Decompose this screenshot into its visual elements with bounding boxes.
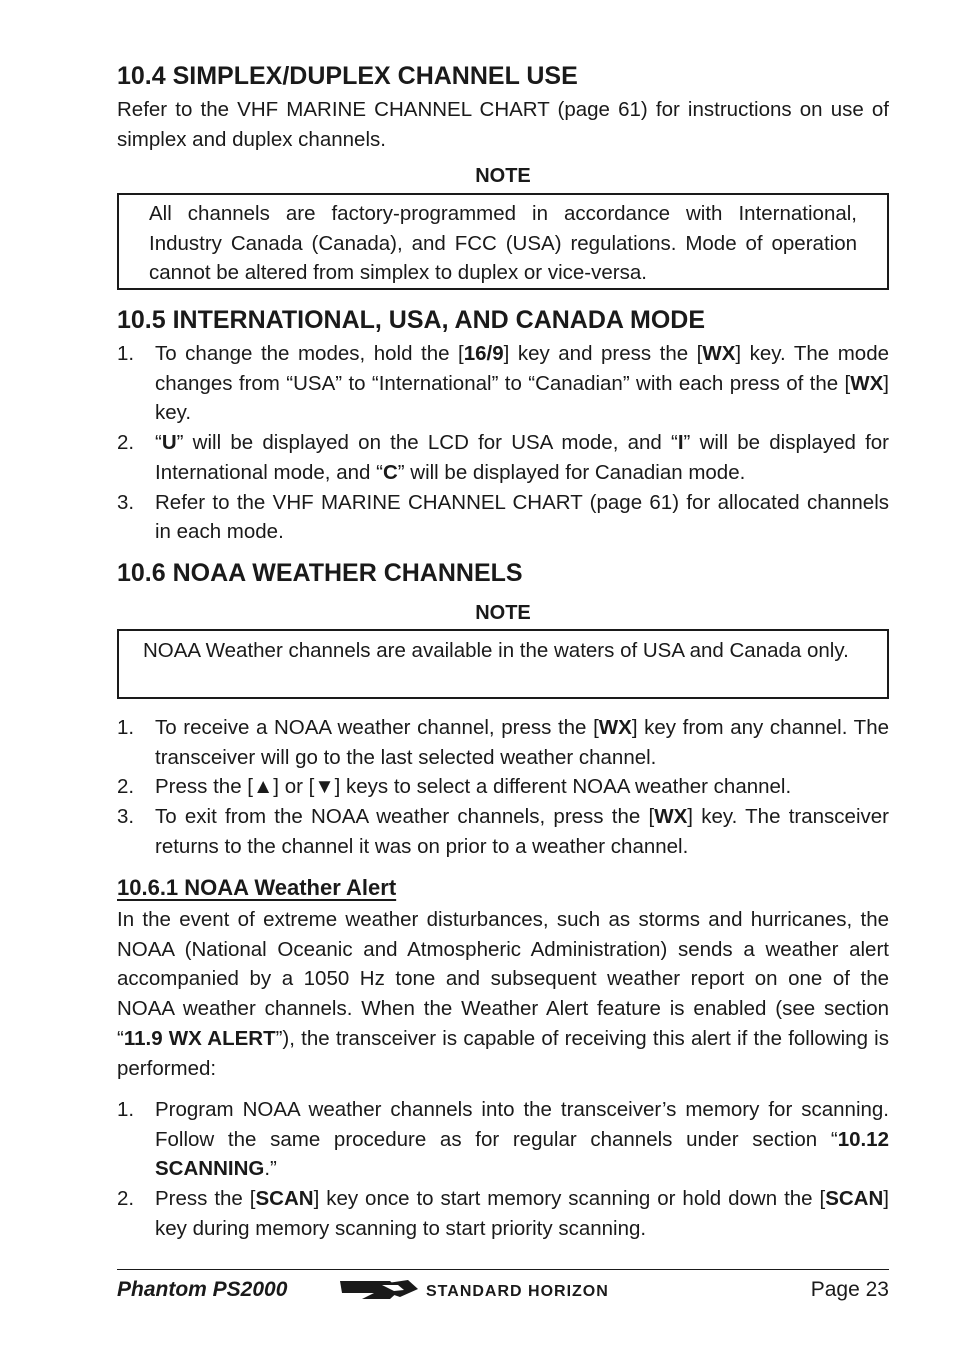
lcd-i: I [677,431,684,455]
section-ref-scanning: 10.12 SCANNING [155,1127,889,1181]
list-item: 1. Program NOAA weather channels into the transceiver’s memory for scanning. Follow the same procedure as for regular channels under section “10.12 SCANNING.” [117,1095,889,1184]
step-number: 1. [117,342,135,365]
step-number: 2. [117,431,135,455]
section-ref-wx-alert: 11.9 WX ALERT [123,1026,276,1050]
key-scan: SCAN [255,1187,314,1211]
section-heading-10-4: 10.4 SIMPLEX/DUPLEX CHANNEL USE [117,62,578,90]
footer-model: Phantom PS2000 [117,1278,288,1301]
key-wx: WX [654,805,688,829]
key-wx: WX [850,371,884,395]
up-arrow-icon: ▲ [253,775,274,799]
lcd-u: U [161,431,177,455]
note-text-10-4: All channels are factory-programmed in accordance with International, Industry Canada (Canada), and FCC (USA) regulations. Mode of operation cannot be altered from simplex to duplex or vice-versa. [149,202,857,284]
key-scan: SCAN [825,1187,884,1211]
step-number: 1. [117,716,135,739]
note-label-10-4: NOTE [475,165,531,187]
list-item: 2. Press the [SCAN] key once to start memory scanning or hold down the [SCAN] key during memory scanning to start priority scanning. [117,1184,889,1243]
step-number: 3. [117,490,135,514]
list-item: 1. To receive a NOAA weather channel, press the [WX] key from any channel. The transceiver will go to the last selected weather channel. [117,713,889,772]
weather-alert-body: In the event of extreme weather disturbances, such as storms and hurricanes, the NOAA (National Oceanic and Atmospheric Administration) sends a weather alert accompanied by a 1050 Hz tone and subsequent weather report on one of the NOAA weather channels. When the Weather Alert feature is enabled (see section “11.9 WX ALERT”), the transceiver is capable of receiving this alert if the following is performed: [117,908,889,1080]
brand-logo [338,1277,668,1303]
brand-swoosh-icon [338,1277,668,1303]
mode-steps-list [117,339,889,547]
list-item: 1. To change the modes, hold the [16/9] key and press the [WX] key. The mode changes from “USA” to “International” to “Canadian” with each press of the [WX] key. [117,339,889,428]
alert-steps-list [117,1095,889,1244]
brand-name: STANDARD HORIZON [426,1283,609,1300]
note-box-10-6 [117,629,889,699]
step-number: 2. [117,1187,135,1211]
note-label-10-6: NOTE [475,602,531,624]
key-16-9: 16/9 [463,342,504,365]
key-wx: WX [598,716,632,739]
note-text-10-6: NOAA Weather channels are available in the waters of USA and Canada only. [143,639,849,662]
section-10-4-body: Refer to the VHF MARINE CHANNEL CHART (page 61) for instructions on use of simplex and duplex channels. [117,98,889,151]
page-number: Page 23 [810,1278,889,1301]
step-number: 2. [117,775,135,799]
subsection-heading-10-6-1: 10.6.1 NOAA Weather Alert [117,875,397,900]
down-arrow-icon: ▼ [314,775,335,799]
list-item: 3. To exit from the NOAA weather channels, press the [WX] key. The transceiver returns to the channel it was on prior to a weather channel. [117,802,889,861]
list-item: 3. Refer to the VHF MARINE CHANNEL CHART (page 61) for allocated channels in each mode. [117,488,889,547]
step-number: 3. [117,805,135,829]
footer-divider [117,1269,889,1270]
note-box-10-4 [117,193,889,290]
section-heading-10-5: 10.5 INTERNATIONAL, USA, AND CANADA MODE [117,306,705,334]
section-heading-10-6: 10.6 NOAA WEATHER CHANNELS [117,559,523,587]
key-wx: WX [702,342,736,365]
weather-steps-list [117,713,889,862]
lcd-c: C [382,460,398,484]
step-number: 1. [117,1098,135,1121]
list-item: 2. Press the [▲] or [▼] keys to select a different NOAA weather channel. [117,772,889,802]
list-item: 2. “U” will be displayed on the LCD for USA mode, and “I” will be displayed for International mode, and “C” will be displayed for Canadian mode. [117,428,889,487]
